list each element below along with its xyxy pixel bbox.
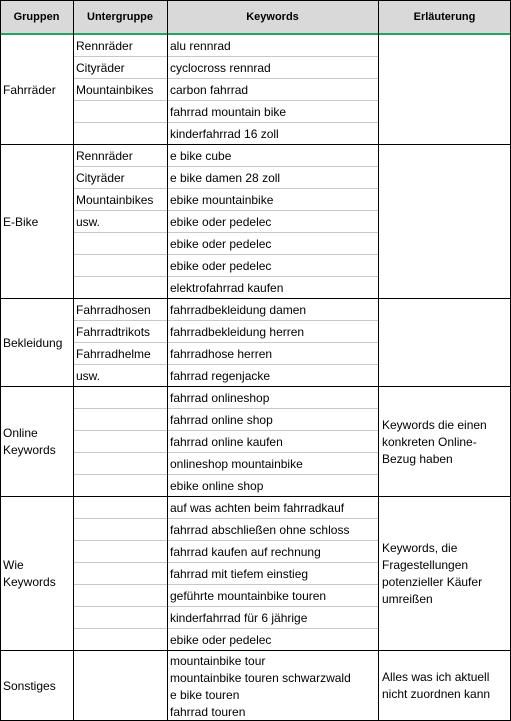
note-cell[interactable] xyxy=(378,145,511,299)
header-untergruppe[interactable]: Untergruppe xyxy=(73,0,167,33)
subgroup-cell[interactable]: Fahrradhosen xyxy=(76,303,151,317)
subgroup-cell[interactable]: Mountainbikes xyxy=(76,193,154,207)
keyword-cell[interactable]: ebike oder pedelec xyxy=(170,215,272,229)
keyword-cell[interactable]: fahrrad onlineshop xyxy=(170,391,270,405)
header-erlaeuterung[interactable]: Erläuterung xyxy=(378,0,511,33)
note-cell[interactable]: Alles was ich aktuell nicht zuordnen kann xyxy=(382,670,491,701)
keyword-cell[interactable]: kinderfahrrad für 6 jährige xyxy=(170,611,308,625)
subgroup-cell[interactable]: usw. xyxy=(76,369,101,383)
keyword-cell[interactable]: e bike cube xyxy=(170,149,232,163)
header-keywords[interactable]: Keywords xyxy=(167,0,378,33)
keyword-cell[interactable]: cyclocross rennrad xyxy=(170,61,271,75)
keyword-cell[interactable]: fahrradbekleidung herren xyxy=(170,325,305,339)
group-cell[interactable]: Sonstiges xyxy=(3,678,56,693)
group-cell[interactable]: E-Bike xyxy=(3,214,39,229)
keyword-cell[interactable]: ebike mountainbike xyxy=(170,193,274,207)
subgroup-cell[interactable]: usw. xyxy=(76,215,101,229)
column-border xyxy=(73,0,74,721)
keyword-cell[interactable]: geführte mountainbike touren xyxy=(170,589,327,603)
table-top-border xyxy=(0,0,511,1)
keyword-cell[interactable]: fahrrad mountain bike xyxy=(170,105,287,119)
subgroup-cell[interactable]: Fahrradhelme xyxy=(76,347,151,361)
keyword-cell[interactable]: fahrrad kaufen auf rechnung xyxy=(170,545,321,559)
note-cell[interactable]: Keywords die einen konkreten Online-Bezug haben xyxy=(382,417,487,466)
keyword-cell[interactable]: fahrradbekleidung damen xyxy=(170,303,307,317)
keyword-cell[interactable]: carbon fahrrad xyxy=(170,83,249,97)
subgroup-cell[interactable]: Cityräder xyxy=(76,171,125,185)
keyword-cell[interactable]: e bike damen 28 zoll xyxy=(170,171,281,185)
column-border xyxy=(378,0,379,721)
keyword-cell[interactable]: ebike online shop xyxy=(170,479,264,493)
subgroup-cell[interactable] xyxy=(73,255,167,277)
subgroup-cell[interactable]: Fahrradtrikots xyxy=(76,325,151,339)
keyword-cell[interactable]: fahrrad regenjacke xyxy=(170,369,271,383)
column-border xyxy=(167,0,168,721)
column-border xyxy=(0,0,1,721)
keyword-cell[interactable]: mountainbike tour mountainbike touren schwarzwald e bike touren fahrrad touren xyxy=(170,654,351,719)
note-cell[interactable] xyxy=(378,35,511,145)
keyword-cell[interactable]: ebike oder pedelec xyxy=(170,237,272,251)
subgroup-cell[interactable] xyxy=(73,277,167,299)
subgroup-cell[interactable]: Rennräder xyxy=(76,39,133,53)
subgroup-cell[interactable]: Mountainbikes xyxy=(76,83,154,97)
keyword-cell[interactable]: fahrrad online shop xyxy=(170,413,273,427)
header-gruppen[interactable]: Gruppen xyxy=(0,0,73,33)
keyword-cell[interactable]: ebike oder pedelec xyxy=(170,259,272,273)
subgroup-cell[interactable]: Cityräder xyxy=(76,61,125,75)
group-cell[interactable]: Fahrräder xyxy=(3,82,56,97)
keyword-cell[interactable]: elektrofahrrad kaufen xyxy=(170,281,284,295)
subgroup-cell[interactable] xyxy=(73,123,167,145)
keyword-cell[interactable]: ebike oder pedelec xyxy=(170,633,272,647)
note-cell[interactable]: Keywords, die Fragestellungen potenzieller Käufer umreißen xyxy=(382,541,483,606)
note-cell[interactable] xyxy=(378,299,511,387)
group-cell[interactable]: Bekleidung xyxy=(3,335,63,350)
keyword-cell[interactable]: alu rennrad xyxy=(170,39,231,53)
keyword-cell[interactable]: auf was achten beim fahrradkauf xyxy=(170,501,345,515)
subgroup-cell[interactable]: Rennräder xyxy=(76,149,133,163)
keyword-cell[interactable]: fahrrad mit tiefem einstieg xyxy=(170,567,309,581)
keyword-cell[interactable]: onlineshop mountainbike xyxy=(170,457,303,471)
keyword-cell[interactable]: fahrrad abschließen ohne schloss xyxy=(170,523,350,537)
keyword-cell[interactable]: kinderfahrrad 16 zoll xyxy=(170,127,279,141)
keyword-cell[interactable]: fahrradhose herren xyxy=(170,347,273,361)
group-cell[interactable]: Online Keywords xyxy=(3,426,56,457)
subgroup-cell[interactable] xyxy=(73,233,167,255)
subgroup-cell[interactable] xyxy=(73,101,167,123)
group-cell[interactable]: Wie Keywords xyxy=(3,558,56,589)
keyword-cell[interactable]: fahrrad online kaufen xyxy=(170,435,283,449)
